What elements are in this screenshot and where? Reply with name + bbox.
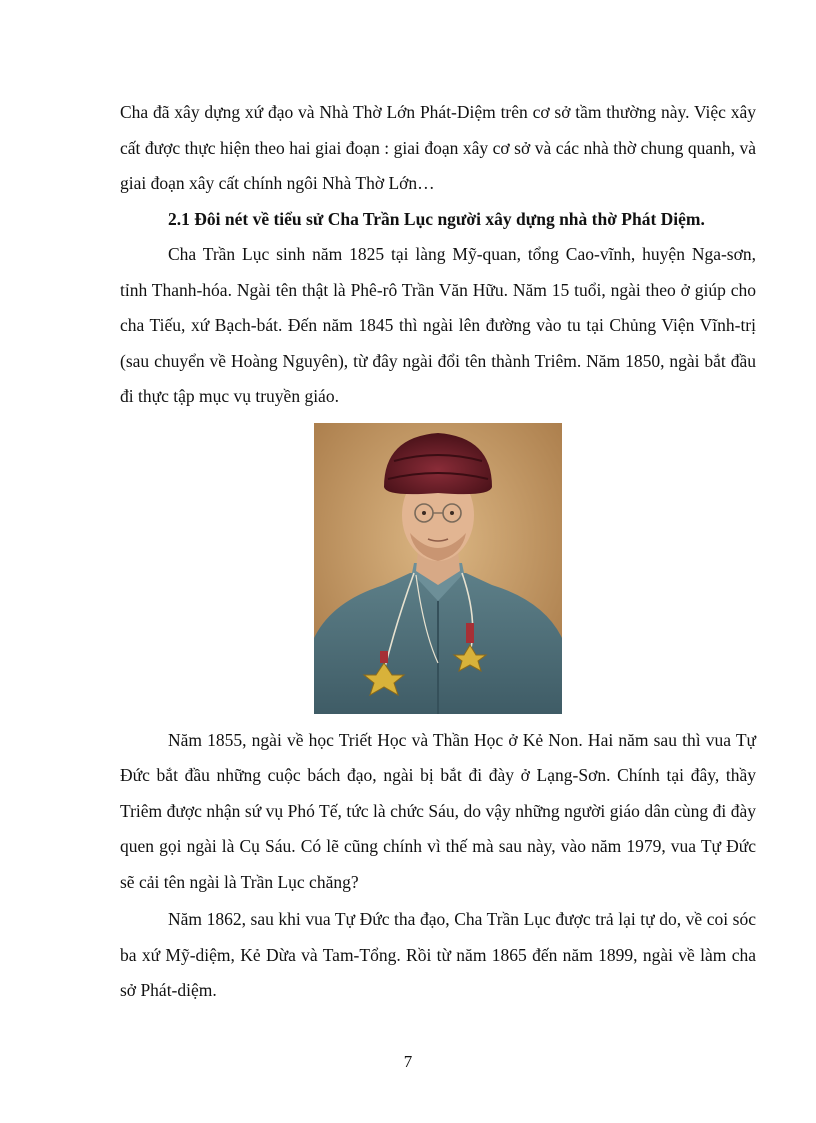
paragraph-intro: Cha đã xây dựng xứ đạo và Nhà Thờ Lớn Phát-Diệm trên cơ sở tầm thường này. Việc xây cất được thực hiện theo hai giai đoạn : giai đoạn xây cơ sở và các nhà thờ chung quanh, và giai đoạn xây cất chính ngôi Nhà Thờ Lớn… bbox=[120, 102, 756, 193]
paragraph-bio-3: Năm 1862, sau khi vua Tự Đức tha đạo, Cha Trần Lục được trả lại tự do, về coi sóc ba xứ Mỹ-diệm, Kẻ Dừa và Tam-Tổng. Rồi từ năm 1865 đến năm 1899, ngài về làm cha sở Phát-diệm. bbox=[120, 909, 756, 1000]
portrait-illustration bbox=[314, 423, 562, 714]
portrait-image bbox=[314, 423, 562, 714]
section-heading: 2.1 Đôi nét về tiểu sử Cha Trần Lục người xây dựng nhà thờ Phát Diệm. bbox=[168, 208, 705, 229]
page-number: 7 bbox=[403, 1052, 413, 1071]
paragraph-bio-1: Cha Trần Lục sinh năm 1825 tại làng Mỹ-quan, tổng Cao-vĩnh, huyện Nga-sơn, tỉnh Thanh-hóa. Ngài tên thật là Phê-rô Trần Văn Hữu. Năm 15 tuổi, ngài theo ở giúp cho cha Tiếu, xứ Bạch-bát. Đến năm 1845 thì ngài lên đường vào tu tại Chủng Viện Vĩnh-trị (sau chuyển về Hoàng Nguyên), từ đây ngài đổi tên thành Triêm. Năm 1850, ngài bắt đầu đi thực tập mục vụ truyền giáo. bbox=[120, 244, 756, 406]
paragraph-bio-2: Năm 1855, ngài về học Triết Học và Thần Học ở Kẻ Non. Hai năm sau thì vua Tự Đức bắt đầu những cuộc bách đạo, ngài bị bắt đi đày ở Lạng-Sơn. Chính tại đây, thầy Triêm được nhận sứ vụ Phó Tế, tức là chức Sáu, do vậy những người giáo dân cùng đi đày quen gọi ngài là Cụ Sáu. Có lẽ cũng chính vì thế mà sau này, vào năm 1979, vua Tự Đức sẽ cải tên ngài là Trần Lục chăng? bbox=[120, 729, 756, 892]
document-page bbox=[120, 95, 756, 1009]
